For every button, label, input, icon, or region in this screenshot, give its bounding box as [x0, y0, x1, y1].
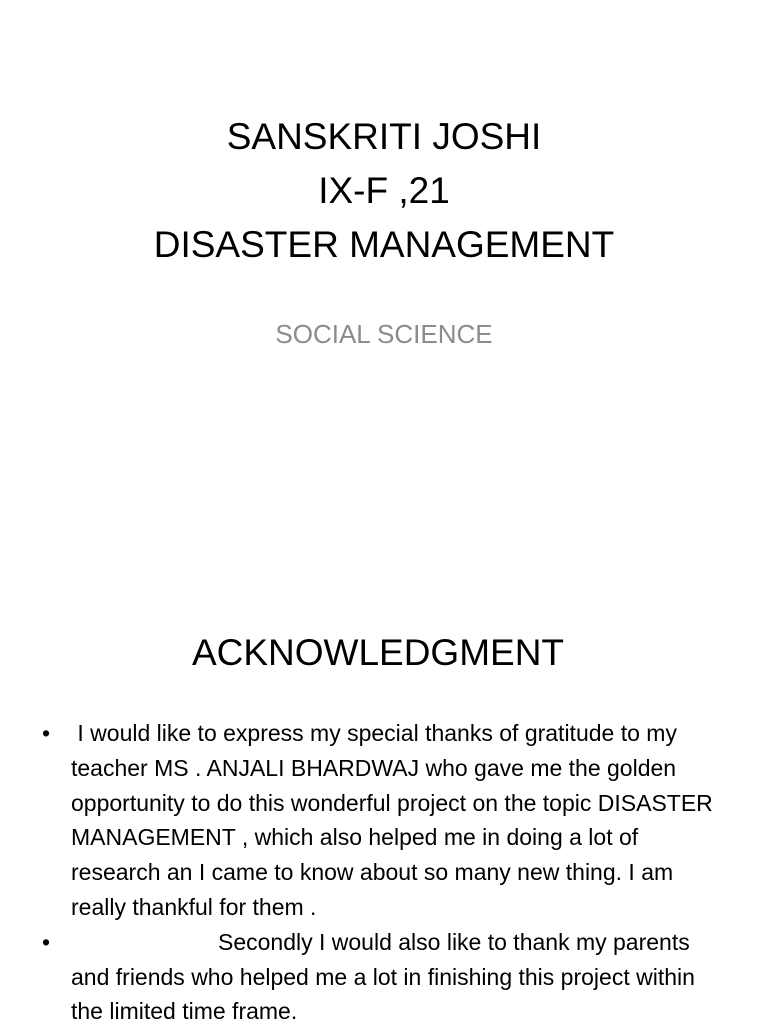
- title-class: IX-F ,21: [318, 170, 450, 211]
- bullet-text: I would like to express my special thanks of gratitude to my teacher MS . ANJALI BHARDWAJ who gave me the golden opportunity to do this wonderful project on the topic DISASTER MANAGEMENT , which also helped me in doing a lot of research an I came to know about so many new thing. I am really thankful for them .: [71, 720, 720, 920]
- bullet-icon: •: [42, 720, 51, 746]
- list-item: [0, 925, 768, 1024]
- bullet-text: Secondly I would also like to thank my parents and friends who helped me a lot in finishing this project within the limited time frame.: [71, 928, 702, 1024]
- list-item: [0, 716, 768, 925]
- slide-subtitle: SOCIAL SCIENCE: [275, 319, 493, 349]
- acknowledgment-slide: [0, 576, 768, 1024]
- slide-title: [0, 110, 768, 272]
- bullet-icon: •: [42, 928, 51, 955]
- acknowledgment-list: [0, 716, 768, 1024]
- title-topic: DISASTER MANAGEMENT: [153, 224, 615, 265]
- title-name: SANSKRITI JOSHI: [226, 116, 542, 157]
- acknowledgment-heading: ACKNOWLEDGMENT: [191, 632, 565, 673]
